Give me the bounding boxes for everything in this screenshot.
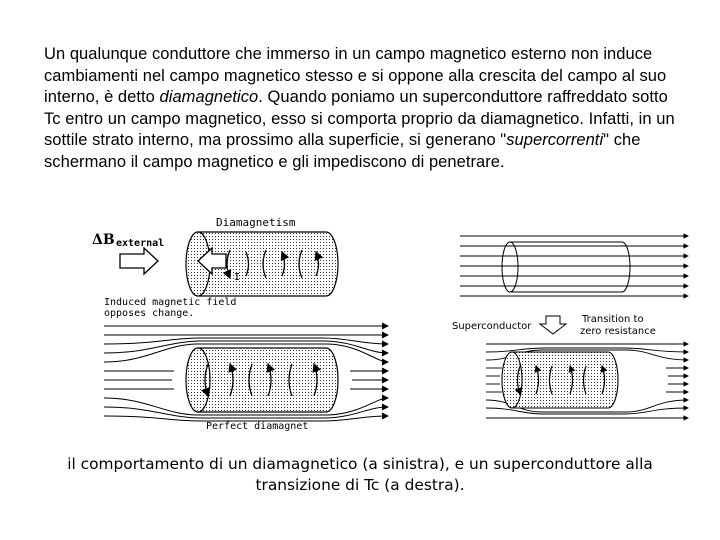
induced-field-line2: opposes change. — [104, 308, 195, 319]
caption-line-1: il comportamento di un diamagnetico (a sinistra), e un superconduttore alla — [67, 455, 653, 473]
induced-field-line1: Induced magnetic field — [104, 297, 237, 308]
transition-arrow — [540, 316, 566, 334]
normal-state-cylinder — [502, 242, 630, 292]
field-lines-top — [460, 236, 688, 296]
superconducting-cylinder — [502, 352, 618, 408]
body-paragraph: Un qualunque conduttore che immerso in un campo magnetico esterno non induce cambiamenti nel campo magnetico stesso e si oppone alla crescita del campo al suo interno, è detto diamagnetico. Quando poniamo un superconduttore raffreddato sotto Tc entro un campo magnetico, esso si comporta proprio da diamagnetico. Infatti, in un sottile strato interno, ma prossimo alla superficie, si generano "supercorrenti" che schermano il campo magnetico e gli impediscono di penetrare. — [44, 45, 675, 171]
diamagnetism-figure — [88, 214, 400, 432]
caption-line-2: transizione di Tc (a destra). — [255, 476, 465, 494]
term-supercorrenti: supercorrenti — [506, 131, 604, 150]
external-field-arrow — [120, 248, 158, 274]
transition-line1: Transition to — [582, 314, 644, 325]
external-label: external — [116, 238, 165, 249]
term-diamagnetico: diamagnetico — [159, 88, 259, 107]
delta-b-label: ΔB — [92, 232, 115, 248]
superconductor-label: Superconductor — [452, 321, 532, 332]
bottom-cylinder — [186, 348, 338, 412]
figure-caption — [30, 454, 690, 496]
top-cylinder — [186, 232, 338, 296]
transition-line2: zero resistance — [580, 326, 656, 337]
perfect-diamagnet-label: Perfect diamagnet — [206, 421, 309, 432]
current-label: I — [234, 272, 241, 283]
superconductor-figure — [446, 222, 692, 436]
diamagnetism-title: Diamagnetism — [216, 216, 296, 229]
